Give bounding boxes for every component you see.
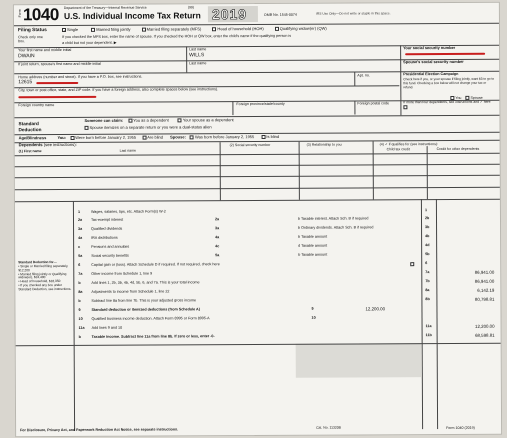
dependents-header [19, 143, 77, 148]
first-name-field[interactable]: DWAIN [18, 53, 35, 60]
line-amount[interactable]: 68,598.81 [475, 332, 495, 338]
line-amount[interactable]: 12,200.00 [475, 323, 495, 329]
line-b-description: b Taxable interest. Attach Sch. B if required [297, 216, 369, 221]
line-number: 9 [78, 307, 81, 312]
last-name-field[interactable]: WILLS [189, 52, 205, 59]
address-label: Home address (number and street). If you have a P.O. box, see instructions. [18, 74, 143, 80]
dependents-label: Dependents [18, 142, 43, 148]
line-number: 11a [78, 325, 85, 330]
ssn-redaction [405, 53, 485, 56]
ssn-label: Your social security number [403, 44, 456, 51]
filing-status-label: Filing Status [17, 28, 47, 34]
line-mid-ref: 5a [215, 253, 220, 258]
spouse-born-checkbox[interactable] [190, 135, 194, 139]
address-field[interactable]: 12615 [18, 79, 33, 86]
spouse-blind-checkbox[interactable] [261, 135, 265, 139]
line-ref: 8b [425, 297, 430, 302]
line-mid-ref: 4a [215, 235, 220, 240]
line-mid-ref: 4c [215, 244, 220, 249]
shaded-area [296, 343, 422, 378]
line-number: b [78, 298, 81, 303]
line-b-description: b Ordinary dividends. Attach Sch. B if required [298, 225, 374, 230]
tax-year: 2019 [211, 6, 248, 23]
line-ref: 7a [425, 270, 430, 275]
qw-checkbox[interactable] [275, 27, 279, 31]
line-ref: 4b [425, 234, 430, 239]
filing-status-note2 [62, 41, 117, 46]
line-description: Pensions and annuities [91, 244, 130, 249]
line-ref: 2b [424, 216, 430, 221]
pec-text: Check here if you, or your spouse if filing jointly, want $3 to go to this fund. Checking a box below will not change your tax or refund. [403, 76, 495, 90]
you-blind-label: Are blind [147, 134, 164, 140]
line-amount[interactable]: 80,798.81 [474, 296, 495, 302]
city-label: City, town or post office, state, and ZIP code. If you have a foreign address, also complete spaces below (see instructions). [18, 87, 219, 93]
line-ref: 6 [425, 261, 428, 266]
line-description: Add lines 1, 2b, 3b, 4b, 4d, 5b, 6, and 7a. This is your total income [91, 280, 200, 285]
dept-text: Department of the Treasury—Internal Revenue Service [63, 5, 147, 11]
line-number: 6 [78, 262, 81, 267]
more-dependents [403, 101, 495, 110]
dept-code: (99) [187, 5, 194, 10]
mfs-label: Married filing separately (MFS) [146, 26, 202, 32]
line-description: Other income from Schedule 1, line 9 [91, 271, 153, 276]
line-number: b [78, 280, 81, 285]
line-number: c [78, 244, 81, 249]
line-amount[interactable]: 86,941.00 [474, 269, 495, 275]
dep-col-first-name: (1) First name [18, 149, 42, 154]
single-checkbox[interactable] [62, 28, 66, 32]
foreign-postal-label: Foreign postal code [357, 101, 389, 106]
line-b-description: b Taxable amount [298, 234, 328, 239]
sidebar-item: • If you checked any box under Standard Deduction, see instructions. [18, 283, 72, 292]
you-born-checkbox[interactable] [70, 136, 74, 140]
age-blindness-row [19, 135, 280, 141]
spouse-ssn-label: Spouse's social security number [403, 58, 464, 65]
spouse-itemizes-checkbox[interactable] [85, 126, 89, 130]
filing-status-note2-text: a child but not your dependent. [62, 40, 113, 46]
sidebar-title: Standard Deduction for— [18, 260, 57, 265]
line-ref: 7b [425, 279, 430, 284]
line-number: 10 [78, 316, 83, 321]
line-number: 4a [78, 235, 83, 240]
line-ref: 4d [425, 243, 430, 248]
sidebar-item: • Head of household, $18,350 [18, 279, 61, 284]
sidebar-item: • Married filing jointly or Qualifying widow(er), $24,400 [18, 271, 67, 280]
form-title: U.S. Individual Income Tax Return [63, 10, 201, 22]
spouse-itemizes [85, 125, 212, 130]
line-number: 1 [77, 209, 81, 214]
foreign-country-label: Foreign country name [18, 103, 55, 108]
spouse-dependent-label: Your spouse as a dependent [182, 117, 234, 123]
line-b-description: d Taxable amount [298, 243, 328, 248]
line-description: Qualified business income deduction. Attach Form 8995 or Form 8995-A [91, 316, 210, 321]
line-amount[interactable]: 6,142.19 [477, 287, 495, 293]
irs-use-only: IRS Use Only—Do not write or staple in this space. [315, 11, 391, 16]
line-number: b [78, 334, 81, 339]
spouse-itemizes-label: Spouse itemizes on a separate return or you were a dual-status alien [89, 124, 212, 130]
line-description: Capital gain or (loss). Attach Schedule D if required. If not required, check here [91, 262, 220, 267]
line-mid-ref: 9 [311, 306, 314, 311]
line-description: Qualified dividends [91, 226, 123, 231]
line-amount[interactable]: 86,941.00 [474, 278, 495, 284]
form-number: 1040 [22, 5, 59, 25]
standard-deduction-label: Standard Deduction [18, 121, 42, 133]
dep-col-odc: Credit for other dependents [436, 146, 480, 152]
line-mid-amount[interactable]: 12,200.00 [365, 306, 386, 312]
qw-label: Qualifying widow(er) (QW) [279, 25, 327, 31]
dep-col-ssn: (2) Social security number [229, 142, 271, 148]
dep-col-last-name: Last name [119, 148, 136, 153]
dep-col-ctc: Child tax credit [386, 147, 410, 152]
sidebar-item: • Single or Married filing separately, $12,200 [18, 263, 69, 272]
line-description: Add lines 9 and 10 [91, 325, 123, 330]
dep-col-qualifies: (4) ✓ if qualifies for (see instructions): [379, 142, 438, 147]
more-dependents-text: If more than four dependents, see instructions and ✓ here [403, 99, 491, 105]
line-description: Wages, salaries, tips, etc. Attach Form(s) W-2 [90, 209, 166, 214]
line-description: Standard deduction or itemized deductions (from Schedule A) [91, 307, 200, 312]
line-number: 8a [78, 289, 83, 294]
line-ref: 1 [424, 208, 428, 213]
line-mid-ref: 3a [215, 226, 220, 231]
line-description: Taxable income. Subtract line 11a from line 8b. If zero or less, enter -0- [91, 334, 215, 339]
someone-can-claim-label: Someone can claim: [84, 117, 124, 123]
form-word: Form [17, 9, 22, 18]
age-blindness-label: Age/Blindness [18, 135, 47, 141]
you-dependent-checkbox[interactable] [128, 119, 132, 123]
line-description: Subtract line 8a from line 7b. This is your adjusted gross income [91, 298, 197, 303]
foreign-province-label: Foreign province/state/county [236, 101, 285, 107]
age-spouse-label: Spouse: [170, 134, 186, 140]
line-ref: 11b [425, 333, 432, 338]
omb-number: OMB No. 1545-0074 [263, 12, 297, 17]
capital-gain-checkbox[interactable] [410, 262, 414, 266]
line-number: 2a [77, 217, 83, 222]
line-b-description: b Taxable amount [298, 252, 328, 257]
arrow-right-icon: ▶ [113, 40, 117, 45]
footer-form-id: Form 1040 (2019) [446, 425, 475, 431]
line-description: Adjustments to income from Schedule 1, line 22 [91, 289, 170, 294]
pec-spouse-label: Spouse [470, 95, 483, 100]
dependents-see: (see instructions): [43, 141, 77, 148]
filing-status-note1: If you checked the MFS box, enter the name of spouse. If you checked the HOH or QW box, enter the child's name if the qualifying person is [62, 33, 292, 40]
line-11b [16, 333, 501, 344]
city-redaction [18, 96, 96, 99]
age-you-label: You: [57, 135, 67, 141]
pec-title: Presidential Election Campaign [403, 71, 459, 77]
single-label: Single [66, 26, 79, 33]
form-1040 [13, 2, 502, 438]
someone-can-claim [84, 118, 233, 123]
line-number: 7a [78, 271, 83, 276]
address-redaction [36, 82, 78, 85]
first-name-label: Your first name and middle initial [18, 47, 72, 53]
line-number: 5a [78, 253, 83, 258]
hoh-checkbox[interactable] [212, 27, 216, 31]
line-ref: 11a [425, 324, 432, 329]
line-number: 3a [78, 226, 83, 231]
you-dependent-label: You as a dependent [133, 117, 169, 123]
apt-label: Apt. no. [357, 73, 370, 78]
you-blind-checkbox[interactable] [142, 136, 146, 140]
spouse-born-label: Was born before January 2, 1955 [195, 134, 255, 140]
spouse-last-name-label: Last name [189, 61, 207, 66]
line-description: IRA distributions [91, 235, 118, 240]
pec-you-label: You [455, 95, 462, 100]
line-ref: 3b [425, 225, 430, 230]
last-name-label: Last name [189, 47, 207, 52]
form-label [18, 9, 22, 19]
mfs-checkbox[interactable] [142, 28, 146, 32]
spouse-first-name-label: If joint return, spouse's first name and middle initial [18, 61, 101, 67]
spouse-blind-label: Is blind [266, 133, 280, 140]
mfj-label: Married filing jointly [96, 26, 131, 32]
filing-status-options [62, 27, 327, 33]
line-mid-ref: 10 [311, 315, 316, 320]
hoh-label: Head of household (HOH) [217, 26, 264, 32]
spouse-dependent-checkbox[interactable] [178, 118, 182, 122]
mfj-checkbox[interactable] [91, 28, 95, 32]
line-description: Social security benefits [91, 253, 129, 258]
line-ref: 5b [425, 252, 430, 257]
line-description: Tax-exempt interest [90, 217, 124, 222]
more-dependents-checkbox[interactable] [403, 105, 407, 109]
dep-col-relationship: (3) Relationship to you [306, 142, 342, 147]
line-mid-ref: 2a [214, 217, 220, 222]
footer-cat-number: Cat. No. 11320B [316, 425, 341, 430]
line-ref: 8a [425, 288, 430, 293]
filing-status-sub: Check only one box. [18, 35, 43, 44]
footer-notice: For Disclosure, Privacy Act, and Paperwork Reduction Act Notice, see separate instructions. [20, 427, 179, 433]
you-born-label: Were born before January 2, 1955 [75, 134, 137, 141]
